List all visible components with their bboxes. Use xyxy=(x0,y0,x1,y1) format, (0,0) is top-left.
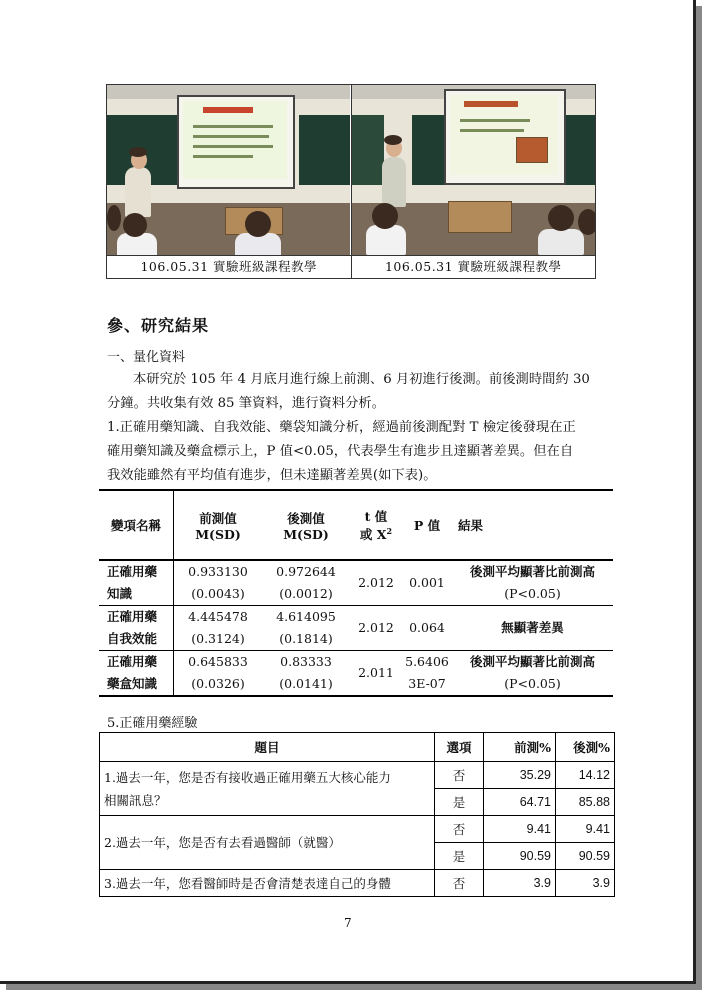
row3-p-line-2: 3E-07 xyxy=(402,673,452,696)
row2-name-line-1: 正確用藥 xyxy=(99,606,174,629)
header-post xyxy=(262,490,350,560)
row3-t: 2.011 xyxy=(350,651,402,697)
exp-q1-pre-1: 35.29 xyxy=(484,762,556,789)
row1-t: 2.012 xyxy=(350,560,402,606)
row1-p: 0.001 xyxy=(402,560,452,606)
exp-q1 xyxy=(100,762,435,816)
row1-post-sd: (0.0012) xyxy=(262,583,350,606)
header-pre-line-2: M(SD) xyxy=(195,526,241,542)
experience-label: 5.正確用藥經驗 xyxy=(107,716,198,731)
exp-q3: 3.過去一年，您看醫師時是否會清楚表達自己的身體 xyxy=(100,870,435,897)
header-p: P 值 xyxy=(402,490,452,560)
exp-q3-post-1: 3.9 xyxy=(556,870,615,897)
row1-result-line-1: 後測平均顯著比前測高 xyxy=(469,564,595,579)
exp-q1-option-1: 否 xyxy=(435,762,484,789)
exp-header-pre: 前測% xyxy=(484,733,556,762)
row1-name-line-1: 正確用藥 xyxy=(99,560,174,583)
exp-q2-post-2: 90.59 xyxy=(556,843,615,870)
row1-result-line-2: (P<0.05) xyxy=(452,583,613,606)
photo-caption-right: 106.05.31 實驗班級課程教學 xyxy=(351,256,596,279)
header-post-line-2: M(SD) xyxy=(283,526,329,542)
paragraph-2 xyxy=(107,416,607,488)
exp-q2: 2.過去一年，您是否有去看過醫師（就醫） xyxy=(100,816,435,870)
header-t-superscript: 2 xyxy=(386,525,393,536)
header-result: 結果 xyxy=(452,490,613,560)
exp-q1-line-1: 1.過去一年，您是否有接收過正確用藥五大核心能力 xyxy=(104,769,391,785)
row1-post-mean: 0.972644 xyxy=(276,564,336,579)
section-heading: 參、研究結果 xyxy=(107,316,210,335)
exp-q2-post-1: 9.41 xyxy=(556,816,615,843)
paragraph-1-line-1: 本研究於 105 年 4 月底月進行線上前測、6 月初進行後測。前後測時間約 30 xyxy=(133,372,590,387)
page-number: 7 xyxy=(344,916,352,930)
paragraph-1-line-2: 分鐘。共收集有效 85 筆資料，進行資料分析。 xyxy=(107,396,386,411)
exp-header-question: 題目 xyxy=(100,733,435,762)
photo-caption-left: 106.05.31 實驗班級課程教學 xyxy=(107,256,352,279)
header-variable: 變項名稱 xyxy=(99,490,174,560)
exp-header-post: 後測% xyxy=(556,733,615,762)
row2-post-sd: (0.1814) xyxy=(262,628,350,651)
header-pre xyxy=(174,490,263,560)
row2-p: 0.064 xyxy=(402,606,452,651)
row3-result-line-1: 後測平均顯著比前測高 xyxy=(469,654,595,669)
row3-pre-mean: 0.645833 xyxy=(188,654,248,669)
row2-pre-mean: 4.445478 xyxy=(188,609,248,624)
paragraph-1 xyxy=(107,368,607,416)
exp-q1-post-2: 85.88 xyxy=(556,789,615,816)
exp-q3-option-1: 否 xyxy=(435,870,484,897)
photo-table xyxy=(106,84,596,279)
exp-q1-line-2: 相關訊息？ xyxy=(104,792,167,808)
exp-q2-pre-1: 9.41 xyxy=(484,816,556,843)
row3-result-line-2: (P<0.05) xyxy=(452,673,613,696)
exp-header-option: 選項 xyxy=(435,733,484,762)
header-t-line-1: t 值 xyxy=(364,509,388,524)
row1-pre-mean: 0.933130 xyxy=(188,564,248,579)
exp-q3-pre-1: 3.9 xyxy=(484,870,556,897)
row1-pre-sd: (0.0043) xyxy=(174,583,263,606)
row3-p-line-1: 5.6406 xyxy=(405,654,449,669)
exp-q1-option-2: 是 xyxy=(435,789,484,816)
experience-table xyxy=(99,732,615,897)
row2-t: 2.012 xyxy=(350,606,402,651)
exp-q2-option-1: 否 xyxy=(435,816,484,843)
photo-cell-right xyxy=(351,85,596,256)
row3-name-line-2: 藥盒知識 xyxy=(99,673,174,696)
row1-name-line-2: 知識 xyxy=(99,583,174,606)
photo-cell-left xyxy=(107,85,352,256)
header-t-line-2 xyxy=(351,525,401,543)
header-t-chi: 或 X xyxy=(359,527,387,542)
classroom-photo-right xyxy=(352,85,595,255)
header-post-line-1: 後測值 xyxy=(287,510,325,526)
row3-post-sd: (0.0141) xyxy=(262,673,350,696)
row2-result: 無顯著差異 xyxy=(452,606,613,651)
paragraph-2-line-2: 確用藥知識及藥盒標示上，P 值<0.05，代表學生有進步且達顯著差異。但在自 xyxy=(107,444,574,459)
row2-pre-sd: (0.3124) xyxy=(174,628,263,651)
classroom-photo-left xyxy=(107,85,350,255)
header-pre-line-1: 前測值 xyxy=(199,510,237,526)
exp-q1-pre-2: 64.71 xyxy=(484,789,556,816)
exp-q2-pre-2: 90.59 xyxy=(484,843,556,870)
subheading: 一、量化資料 xyxy=(107,350,186,365)
exp-q1-post-1: 14.12 xyxy=(556,762,615,789)
paragraph-2-line-3: 我效能雖然有平均值有進步，但未達顯著差異(如下表)。 xyxy=(107,468,437,483)
exp-q2-option-2: 是 xyxy=(435,843,484,870)
row2-name-line-2: 自我效能 xyxy=(99,628,174,651)
row3-post-mean: 0.83333 xyxy=(280,654,332,669)
row3-name-line-1: 正確用藥 xyxy=(99,651,174,674)
row2-post-mean: 4.614095 xyxy=(276,609,336,624)
paragraph-2-line-1: 1.正確用藥知識、自我效能、藥袋知識分析，經過前後測配對 T 檢定後發現在正 xyxy=(107,420,576,435)
results-table xyxy=(99,489,613,697)
header-t xyxy=(350,490,402,560)
row3-pre-sd: (0.0326) xyxy=(174,673,263,696)
